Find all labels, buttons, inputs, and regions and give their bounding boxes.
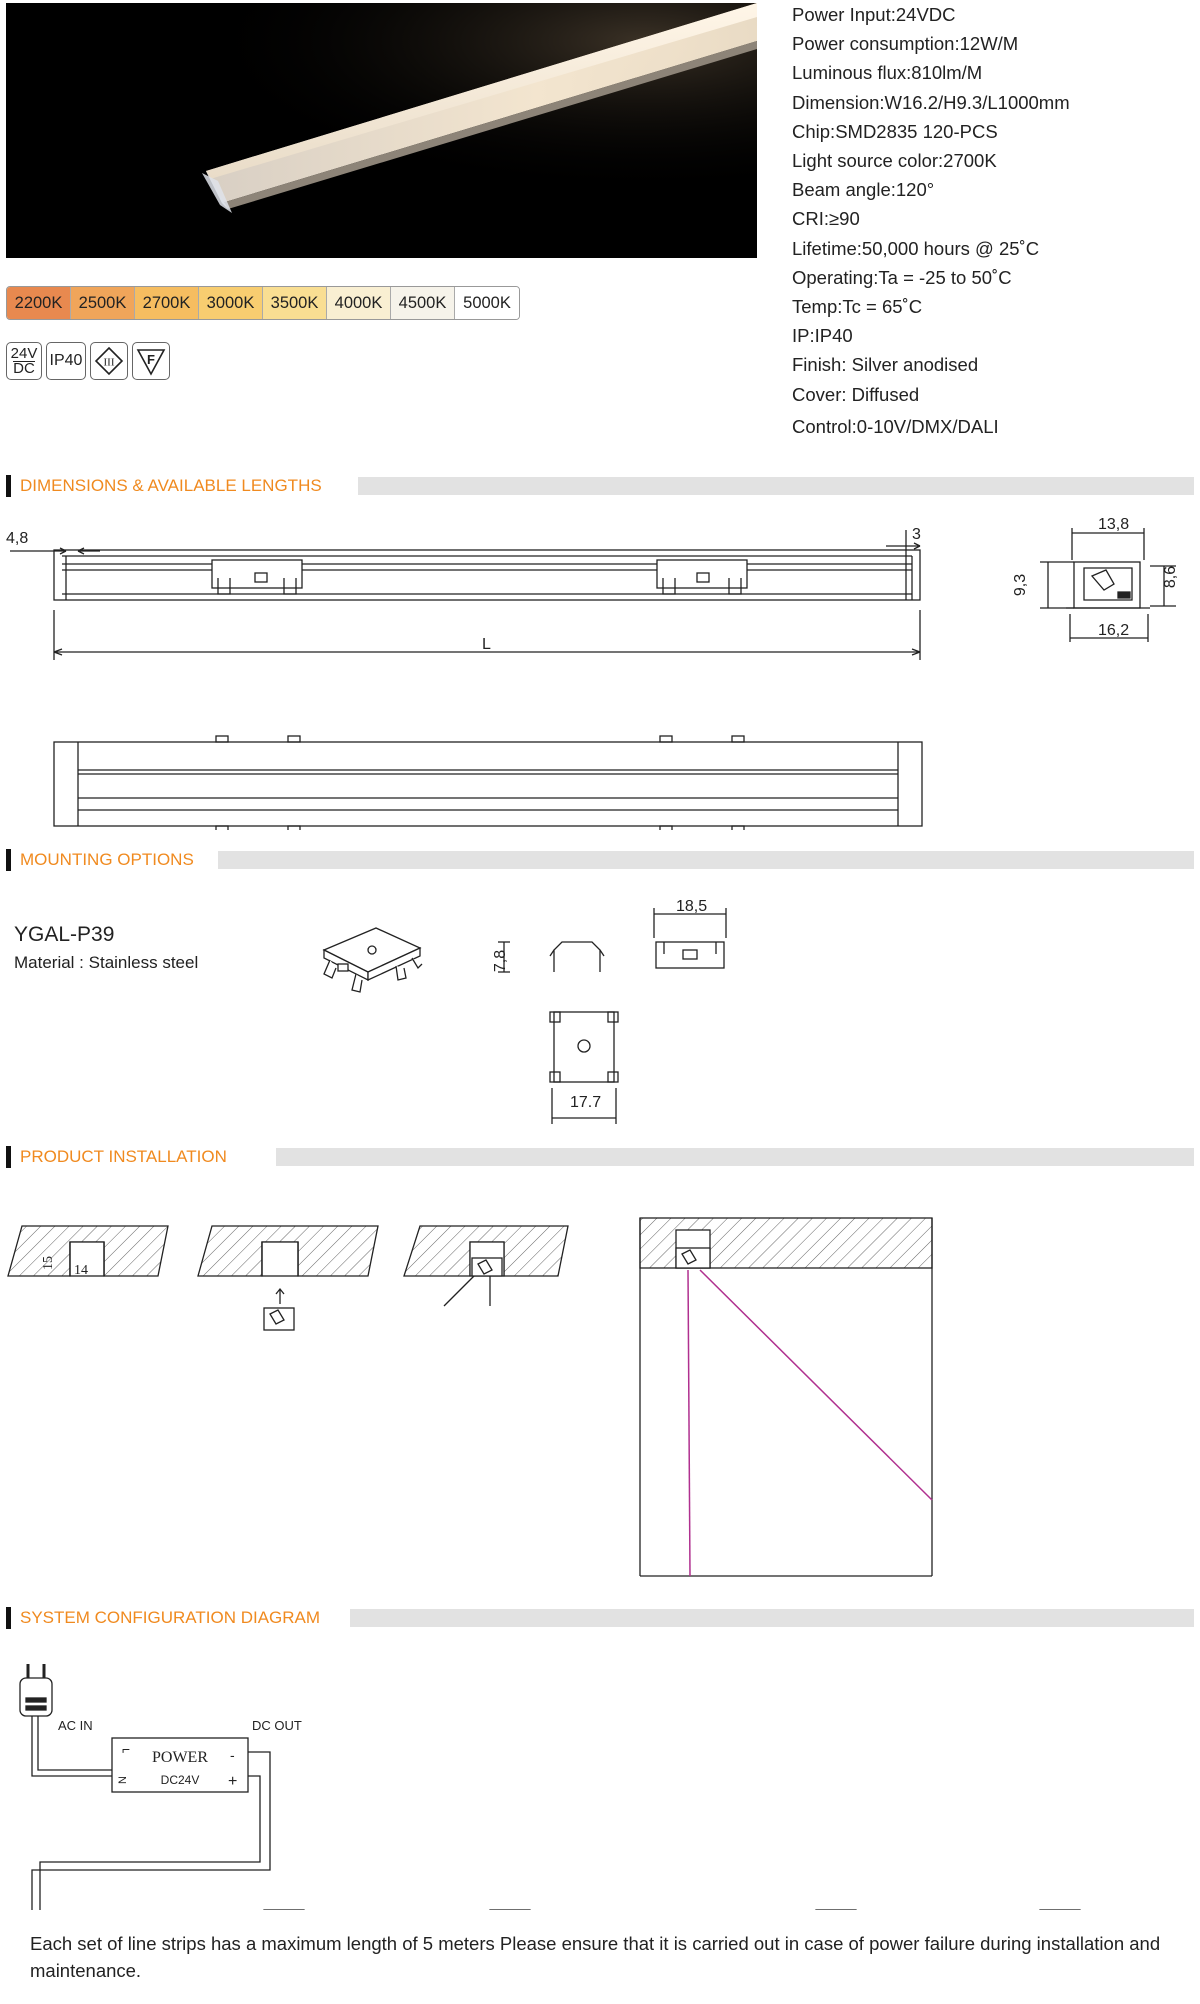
- installation-steps-drawing: [0, 1210, 960, 1590]
- footer-note: Each set of line strips has a maximum length of 5 meters Please ensure that it is carried out in case of power failure during installation and maintenance.: [30, 1933, 1161, 1981]
- dim-inner-height: 8,6: [1162, 565, 1180, 589]
- svg-text:DC OUT: DC OUT: [252, 1718, 302, 1733]
- dim-top-width: 13,8: [1098, 516, 1130, 533]
- dim-tail: 3: [912, 526, 921, 543]
- spec-cri: CRI:≥90: [792, 208, 860, 230]
- color-temp-chip: 3500K: [263, 287, 327, 319]
- dim-bottom-width: 16,2: [1098, 622, 1130, 639]
- svg-text:N: N: [117, 1776, 129, 1784]
- ip-rating-badge: IP40: [46, 342, 86, 380]
- section-header-mounting: MOUNTING OPTIONS: [6, 849, 1194, 871]
- svg-text:F: F: [147, 352, 155, 367]
- voltage-badge: 24V DC: [6, 342, 42, 380]
- svg-text:AC IN: AC IN: [58, 1718, 93, 1733]
- dim-length: L: [482, 636, 491, 653]
- color-temp-chip: 2200K: [7, 287, 71, 319]
- color-temp-chip: 5000K: [455, 287, 519, 319]
- section-header-dimensions: DIMENSIONS & AVAILABLE LENGTHS: [6, 475, 1194, 497]
- mounting-clip-3d-icon: [316, 920, 426, 1010]
- f-mark-icon: [132, 342, 170, 380]
- mounting-clip-drawings: [480, 890, 740, 1130]
- class-iii-icon: [90, 342, 128, 380]
- color-temp-chip: 2500K: [71, 287, 135, 319]
- profile-side-drawing: [0, 520, 1000, 670]
- color-temp-chip: 2700K: [135, 287, 199, 319]
- spec-finish: Finish: Silver anodised: [792, 354, 979, 376]
- svg-text:14: 14: [74, 1263, 88, 1278]
- spec-lifetime: Lifetime:50,000 hours @ 25˚C: [792, 237, 1040, 259]
- system-wiring-diagram: [0, 1650, 1200, 1910]
- dim-end-gap: 4,8: [6, 530, 29, 547]
- color-temperature-strip: [6, 286, 520, 320]
- clip-model: YGAL-P39: [14, 923, 115, 946]
- profile-plan-view: [0, 730, 960, 830]
- svg-text:III: III: [103, 356, 115, 369]
- spec-light-color: Light source color:2700K: [792, 150, 997, 172]
- spec-dimension: Dimension:W16.2/H9.3/L1000mm: [792, 91, 1070, 113]
- color-temp-chip: 3000K: [199, 287, 263, 319]
- clip-width-dim: 18,5: [676, 898, 708, 915]
- svg-text:DC24V: DC24V: [160, 1773, 200, 1787]
- svg-text:-: -: [230, 1747, 235, 1763]
- spec-operating: Operating:Ta = -25 to 50˚C: [792, 266, 1012, 288]
- svg-text:15: 15: [41, 1256, 56, 1270]
- spec-temp: Temp:Tc = 65˚C: [792, 296, 923, 318]
- spec-cover: Cover: Diffused: [792, 383, 920, 405]
- section-header-system: SYSTEM CONFIGURATION DIAGRAM: [6, 1607, 1194, 1629]
- svg-text:+: +: [228, 1773, 238, 1790]
- clip-material: Material : Stainless steel: [14, 953, 199, 972]
- product-photo: [6, 3, 757, 258]
- spec-chip: Chip:SMD2835 120-PCS: [792, 120, 998, 142]
- svg-text:POWER: POWER: [152, 1749, 208, 1766]
- clip-length-dim: 17.7: [570, 1094, 602, 1111]
- spec-ip: IP:IP40: [792, 325, 853, 347]
- svg-text:⌐: ⌐: [122, 1741, 131, 1757]
- spec-list: [792, 0, 1192, 441]
- spec-power-input: Power Input:24VDC: [792, 4, 956, 25]
- spec-power-consumption: Power consumption:12W/M: [792, 33, 1019, 55]
- spec-control: Control:0-10V/DMX/DALI: [792, 415, 999, 437]
- clip-height-dim: 7,8: [492, 949, 510, 973]
- dim-height: 9,3: [1012, 573, 1030, 597]
- spec-beam-angle: Beam angle:120°: [792, 179, 935, 201]
- color-temp-chip: 4000K: [327, 287, 391, 319]
- section-header-installation: PRODUCT INSTALLATION: [6, 1146, 1194, 1168]
- color-temp-chip: 4500K: [391, 287, 455, 319]
- spec-luminous-flux: Luminous flux:810lm/M: [792, 62, 983, 84]
